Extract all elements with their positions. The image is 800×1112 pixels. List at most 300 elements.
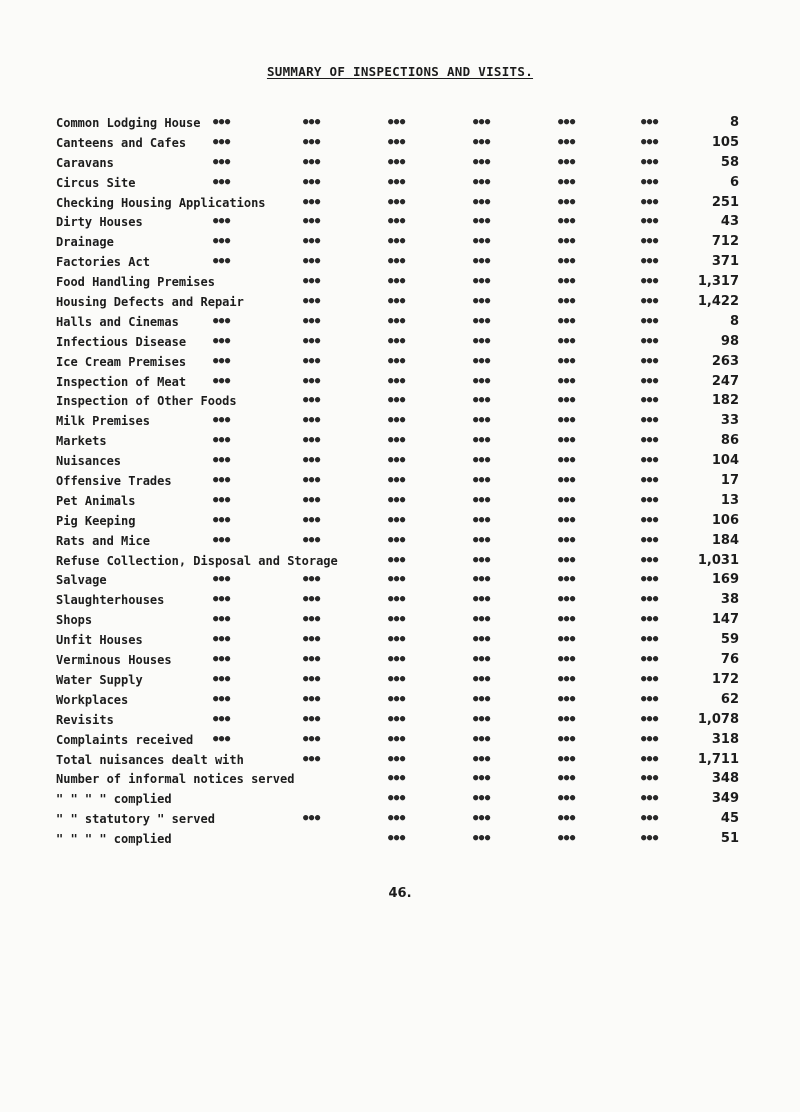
dot-leader: ●●● [641, 673, 659, 684]
dot-leader: ●●● [213, 594, 231, 605]
row-value: 169 [711, 572, 739, 588]
dot-leader: ●●● [213, 435, 231, 446]
dot-leader: ●●● [303, 236, 321, 247]
row-value: 263 [711, 353, 739, 369]
row-value: 59 [720, 632, 739, 648]
list-item [0, 333, 800, 353]
dot-leader: ●●● [388, 813, 406, 824]
dot-leader: ●●● [388, 395, 406, 406]
dot-leader: ●●● [641, 793, 659, 804]
dot-leader: ●●● [558, 813, 576, 824]
dot-leader: ●●● [473, 415, 491, 426]
list-item [0, 472, 800, 492]
dot-leader: ●●● [388, 793, 406, 804]
row-label: Common Lodging House [56, 116, 201, 130]
list-item [0, 651, 800, 671]
dot-leader: ●●● [558, 136, 576, 147]
row-label: " " " " complied [56, 832, 172, 847]
dot-leader: ●●● [388, 435, 406, 446]
dot-leader: ●●● [473, 117, 491, 127]
dot-leader: ●●● [303, 713, 321, 724]
dot-leader: ●●● [303, 315, 321, 326]
dot-leader: ●●● [388, 594, 406, 605]
dot-leader: ●●● [641, 375, 659, 386]
dot-leader: ●●● [558, 156, 576, 167]
dot-leader: ●●● [388, 475, 406, 486]
dot-leader: ●●● [388, 196, 406, 207]
dot-leader: ●●● [473, 276, 491, 287]
dot-leader: ●●● [388, 375, 406, 386]
dot-leader: ●●● [388, 176, 406, 187]
dot-leader: ●●● [303, 256, 321, 267]
dot-leader: ●●● [388, 256, 406, 267]
dot-leader: ●●● [641, 534, 659, 545]
row-label: Halls and Cinemas [56, 314, 179, 329]
dot-leader: ●●● [473, 673, 491, 684]
dot-leader: ●●● [558, 793, 576, 804]
dot-leader: ●●● [641, 554, 659, 565]
dot-leader: ●●● [303, 614, 321, 625]
row-value: 251 [711, 194, 739, 210]
row-label: Ice Cream Premises [56, 354, 187, 369]
dot-leader: ●●● [303, 276, 321, 287]
list-item [0, 571, 800, 591]
dot-leader: ●●● [388, 355, 406, 366]
row-label: Unfit Houses [56, 633, 143, 648]
dot-leader: ●●● [641, 256, 659, 267]
dot-leader: ●●● [641, 813, 659, 824]
list-item [0, 114, 800, 134]
dot-leader: ●●● [473, 395, 491, 406]
dot-leader: ●●● [303, 117, 321, 127]
dot-leader: ●●● [303, 673, 321, 684]
dot-leader: ●●● [303, 654, 321, 665]
row-label: " " " " complied [56, 792, 172, 807]
dot-leader: ●●● [213, 315, 231, 326]
row-label: Salvage [56, 573, 107, 588]
dot-leader: ●●● [303, 693, 321, 704]
row-value: 8 [729, 313, 739, 329]
dot-leader: ●●● [473, 216, 491, 227]
dot-leader: ●●● [213, 733, 231, 744]
dot-leader: ●●● [213, 494, 231, 505]
dot-leader: ●●● [641, 514, 659, 525]
dot-leader: ●●● [213, 117, 231, 127]
list-item [0, 253, 800, 273]
dot-leader: ●●● [473, 514, 491, 525]
dot-leader: ●●● [558, 614, 576, 625]
list-item [0, 770, 800, 790]
dot-leader: ●●● [473, 236, 491, 247]
row-label: Water Supply [56, 672, 143, 687]
dot-leader: ●●● [641, 117, 659, 127]
dot-leader: ●●● [558, 713, 576, 724]
dot-leader: ●●● [473, 315, 491, 326]
row-value: 62 [720, 691, 739, 707]
dot-leader: ●●● [558, 574, 576, 585]
dot-leader: ●●● [558, 355, 576, 366]
dot-leader: ●●● [473, 534, 491, 545]
dot-leader: ●●● [388, 574, 406, 585]
row-label: Pig Keeping [56, 513, 136, 528]
row-value: 105 [711, 134, 739, 150]
row-value: 172 [711, 671, 739, 687]
row-value: 98 [720, 333, 739, 349]
list-item [0, 512, 800, 532]
dot-leader: ●●● [641, 335, 659, 346]
dot-leader: ●●● [558, 117, 576, 127]
dot-leader: ●●● [303, 753, 321, 764]
row-value: 86 [720, 433, 739, 449]
list-item [0, 591, 800, 611]
row-value: 184 [711, 532, 739, 548]
row-value: 247 [711, 373, 739, 389]
row-value: 104 [711, 453, 739, 469]
list-item [0, 492, 800, 512]
row-label: Caravans [56, 155, 114, 170]
list-item [0, 412, 800, 432]
dot-leader: ●●● [558, 634, 576, 645]
dot-leader: ●●● [558, 395, 576, 406]
row-label: Housing Defects and Repair [56, 295, 244, 310]
row-label: Food Handling Premises [56, 275, 215, 290]
dot-leader: ●●● [641, 574, 659, 585]
dot-leader: ●●● [213, 673, 231, 684]
dot-leader: ●●● [213, 375, 231, 386]
dot-leader: ●●● [213, 654, 231, 665]
dot-leader: ●●● [473, 634, 491, 645]
row-value: 6 [729, 174, 739, 190]
row-value: 76 [720, 652, 739, 668]
dot-leader: ●●● [303, 216, 321, 227]
row-label: Circus Site [56, 175, 136, 190]
dot-leader: ●●● [303, 455, 321, 466]
dot-leader: ●●● [213, 475, 231, 486]
dot-leader: ●●● [641, 455, 659, 466]
list-item [0, 830, 800, 850]
row-label: Slaughterhouses [56, 593, 165, 608]
dot-leader: ●●● [303, 196, 321, 207]
dot-leader: ●●● [558, 276, 576, 287]
dot-leader: ●●● [213, 355, 231, 366]
row-value: 1,711 [697, 751, 739, 767]
dot-leader: ●●● [303, 813, 321, 824]
row-value: 33 [720, 413, 739, 429]
dot-leader: ●●● [558, 554, 576, 565]
list-item [0, 452, 800, 472]
dot-leader: ●●● [388, 773, 406, 784]
dot-leader: ●●● [558, 753, 576, 764]
dot-leader: ●●● [473, 833, 491, 844]
dot-leader: ●●● [558, 733, 576, 744]
row-label: Factories Act [56, 255, 150, 270]
dot-leader: ●●● [303, 375, 321, 386]
list-item [0, 273, 800, 293]
dot-leader: ●●● [473, 494, 491, 505]
list-item [0, 432, 800, 452]
dot-leader: ●●● [558, 654, 576, 665]
dot-leader: ●●● [303, 494, 321, 505]
dot-leader: ●●● [641, 693, 659, 704]
dot-leader: ●●● [388, 156, 406, 167]
dot-leader: ●●● [473, 594, 491, 605]
list-item [0, 392, 800, 412]
dot-leader: ●●● [303, 176, 321, 187]
row-label: Refuse Collection, Disposal and Storage [56, 553, 338, 568]
dot-leader: ●●● [213, 216, 231, 227]
dot-leader: ●●● [558, 196, 576, 207]
row-label: Inspection of Other Foods [56, 394, 237, 409]
dot-leader: ●●● [388, 455, 406, 466]
dot-leader: ●●● [641, 276, 659, 287]
dot-leader: ●●● [388, 236, 406, 247]
row-value: 371 [711, 254, 739, 270]
list-item [0, 711, 800, 731]
dot-leader: ●●● [213, 713, 231, 724]
row-label: Complaints received [56, 732, 194, 747]
dot-leader: ●●● [388, 673, 406, 684]
row-label: " " statutory " served [56, 812, 215, 827]
dot-leader: ●●● [558, 236, 576, 247]
list-item [0, 751, 800, 771]
dot-leader: ●●● [473, 574, 491, 585]
dot-leader: ●●● [303, 634, 321, 645]
dot-leader: ●●● [641, 435, 659, 446]
list-item [0, 691, 800, 711]
dot-leader: ●●● [473, 753, 491, 764]
row-value: 45 [720, 811, 739, 827]
row-label: Total nuisances dealt with [56, 752, 244, 767]
dot-leader: ●●● [558, 534, 576, 545]
dot-leader: ●●● [641, 634, 659, 645]
dot-leader: ●●● [388, 315, 406, 326]
row-label: Dirty Houses [56, 215, 143, 230]
row-label: Shops [56, 613, 93, 628]
dot-leader: ●●● [473, 355, 491, 366]
dot-leader: ●●● [213, 574, 231, 585]
dot-leader: ●●● [641, 494, 659, 505]
dot-leader: ●●● [641, 236, 659, 247]
dot-leader: ●●● [641, 594, 659, 605]
dot-leader: ●●● [303, 395, 321, 406]
list-item [0, 293, 800, 313]
dot-leader: ●●● [641, 136, 659, 147]
list-item [0, 373, 800, 393]
list-item [0, 174, 800, 194]
list-item [0, 671, 800, 691]
row-label: Rats and Mice [56, 533, 150, 548]
row-label: Milk Premises [56, 414, 150, 429]
dot-leader: ●●● [388, 514, 406, 525]
dot-leader: ●●● [473, 176, 491, 187]
dot-leader: ●●● [558, 216, 576, 227]
dot-leader: ●●● [303, 475, 321, 486]
row-value: 712 [711, 234, 739, 250]
dot-leader: ●●● [558, 315, 576, 326]
dot-leader: ●●● [641, 196, 659, 207]
dot-leader: ●●● [213, 236, 231, 247]
row-value: 17 [720, 473, 739, 489]
dot-leader: ●●● [558, 514, 576, 525]
dot-leader: ●●● [388, 753, 406, 764]
dot-leader: ●●● [303, 574, 321, 585]
page-title: SUMMARY OF INSPECTIONS AND VISITS. [266, 64, 534, 79]
dot-leader: ●●● [641, 296, 659, 307]
page-number: 46. [388, 886, 412, 901]
dot-leader: ●●● [388, 494, 406, 505]
dot-leader: ●●● [213, 455, 231, 466]
row-value: 13 [720, 492, 739, 508]
list-item [0, 134, 800, 154]
dot-leader: ●●● [558, 693, 576, 704]
row-value: 1,422 [697, 294, 739, 310]
dot-leader: ●●● [558, 435, 576, 446]
row-label: Infectious Disease [56, 334, 187, 349]
row-value: 348 [711, 771, 739, 787]
dot-leader: ●●● [558, 594, 576, 605]
dot-leader: ●●● [641, 833, 659, 844]
dot-leader: ●●● [641, 733, 659, 744]
list-item [0, 194, 800, 214]
dot-leader: ●●● [213, 176, 231, 187]
dot-leader: ●●● [641, 654, 659, 665]
dot-leader: ●●● [473, 475, 491, 486]
dot-leader: ●●● [303, 415, 321, 426]
dot-leader: ●●● [473, 614, 491, 625]
dot-leader: ●●● [641, 773, 659, 784]
dot-leader: ●●● [641, 176, 659, 187]
row-value: 182 [711, 393, 739, 409]
row-label: Number of informal notices served [56, 772, 295, 787]
dot-leader: ●●● [558, 415, 576, 426]
dot-leader: ●●● [303, 435, 321, 446]
dot-leader: ●●● [473, 296, 491, 307]
dot-leader: ●●● [473, 256, 491, 267]
dot-leader: ●●● [473, 455, 491, 466]
row-value: 349 [711, 791, 739, 807]
dot-leader: ●●● [558, 176, 576, 187]
dot-leader: ●●● [388, 654, 406, 665]
row-value: 106 [711, 512, 739, 528]
list-item [0, 154, 800, 174]
dot-leader: ●●● [558, 455, 576, 466]
list-item [0, 790, 800, 810]
dot-leader: ●●● [213, 693, 231, 704]
dot-leader: ●●● [388, 415, 406, 426]
dot-leader: ●●● [558, 256, 576, 267]
dot-leader: ●●● [388, 216, 406, 227]
dot-leader: ●●● [388, 276, 406, 287]
dot-leader: ●●● [641, 415, 659, 426]
row-label: Drainage [56, 235, 114, 250]
dot-leader: ●●● [303, 733, 321, 744]
dot-leader: ●●● [303, 594, 321, 605]
dot-leader: ●●● [388, 634, 406, 645]
row-value: 38 [720, 592, 739, 608]
row-value: 318 [711, 731, 739, 747]
dot-leader: ●●● [303, 335, 321, 346]
dot-leader: ●●● [388, 534, 406, 545]
dot-leader: ●●● [641, 614, 659, 625]
dot-leader: ●●● [473, 733, 491, 744]
dot-leader: ●●● [388, 614, 406, 625]
dot-leader: ●●● [473, 773, 491, 784]
row-label: Pet Animals [56, 493, 136, 508]
dot-leader: ●●● [473, 693, 491, 704]
dot-leader: ●●● [388, 335, 406, 346]
dot-leader: ●●● [388, 554, 406, 565]
dot-leader: ●●● [303, 296, 321, 307]
row-value: 1,317 [697, 274, 739, 290]
dot-leader: ●●● [641, 355, 659, 366]
dot-leader: ●●● [558, 375, 576, 386]
dot-leader: ●●● [473, 196, 491, 207]
dot-leader: ●●● [303, 355, 321, 366]
dot-leader: ●●● [213, 256, 231, 267]
dot-leader: ●●● [641, 713, 659, 724]
dot-leader: ●●● [558, 335, 576, 346]
list-item [0, 532, 800, 552]
dot-leader: ●●● [473, 136, 491, 147]
dot-leader: ●●● [388, 136, 406, 147]
dot-leader: ●●● [473, 813, 491, 824]
dot-leader: ●●● [303, 156, 321, 167]
dot-leader: ●●● [473, 654, 491, 665]
row-label: Inspection of Meat [56, 374, 187, 389]
row-label: Markets [56, 434, 107, 449]
row-value: 51 [720, 831, 739, 847]
row-label: Canteens and Cafes [56, 135, 187, 150]
dot-leader: ●●● [558, 296, 576, 307]
row-label: Verminous Houses [56, 653, 172, 668]
list-item [0, 552, 800, 572]
row-value: 58 [720, 154, 739, 170]
list-item [0, 313, 800, 333]
dot-leader: ●●● [213, 335, 231, 346]
row-label: Workplaces [56, 692, 129, 707]
dot-leader: ●●● [473, 793, 491, 804]
row-label: Checking Housing Applications [56, 195, 266, 210]
dot-leader: ●●● [641, 753, 659, 764]
dot-leader: ●●● [473, 156, 491, 167]
dot-leader: ●●● [213, 415, 231, 426]
dot-leader: ●●● [388, 833, 406, 844]
dot-leader: ●●● [303, 136, 321, 147]
row-value: 147 [711, 612, 739, 628]
list-item [0, 353, 800, 373]
dot-leader: ●●● [473, 375, 491, 386]
dot-leader: ●●● [388, 693, 406, 704]
row-value: 8 [729, 115, 739, 130]
list-item [0, 810, 800, 830]
dot-leader: ●●● [558, 475, 576, 486]
dot-leader: ●●● [213, 156, 231, 167]
dot-leader: ●●● [641, 216, 659, 227]
dot-leader: ●●● [388, 713, 406, 724]
row-label: Offensive Trades [56, 474, 172, 489]
summary-list [0, 114, 800, 850]
dot-leader: ●●● [388, 733, 406, 744]
list-item [0, 611, 800, 631]
dot-leader: ●●● [473, 435, 491, 446]
row-value: 1,078 [697, 711, 739, 727]
dot-leader: ●●● [473, 554, 491, 565]
row-value: 1,031 [697, 552, 739, 568]
dot-leader: ●●● [473, 713, 491, 724]
dot-leader: ●●● [213, 634, 231, 645]
dot-leader: ●●● [388, 296, 406, 307]
dot-leader: ●●● [558, 773, 576, 784]
